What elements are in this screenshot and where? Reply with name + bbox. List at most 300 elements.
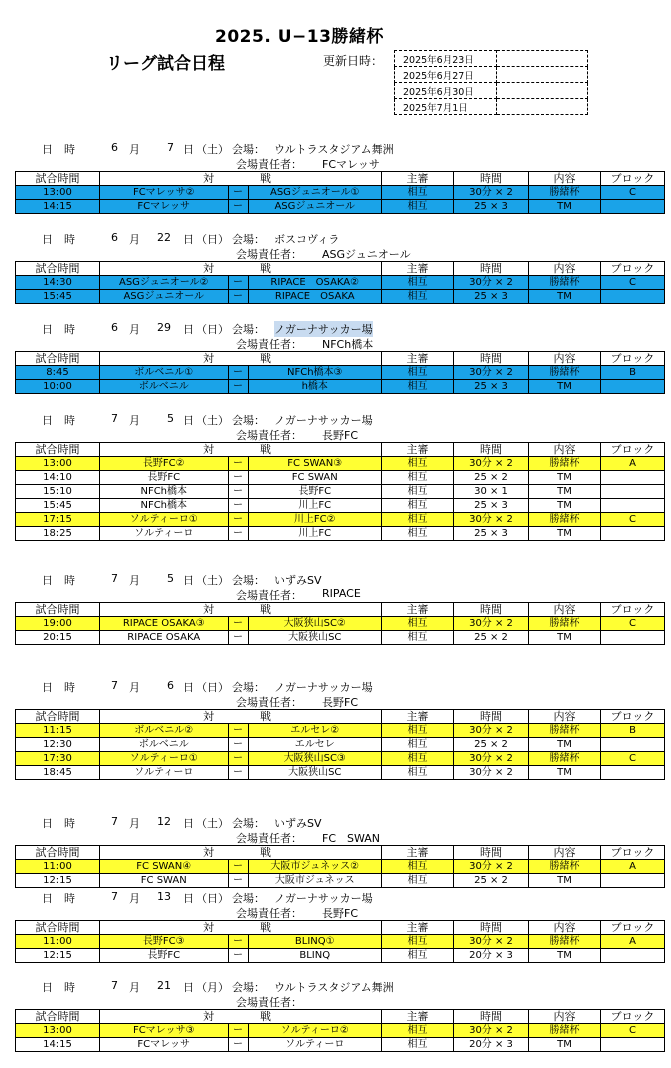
col-content-header: 内容 xyxy=(529,1010,601,1024)
table-row xyxy=(16,499,665,513)
match-duration: 25 × 3 xyxy=(454,527,529,541)
referee: 相互 xyxy=(382,200,454,214)
table-row xyxy=(16,457,665,471)
away-team: 大阪狭山SC xyxy=(248,631,382,645)
schedule-section xyxy=(15,141,655,214)
match-content: 勝緒杯 xyxy=(529,860,601,874)
weekday: （日） xyxy=(196,233,229,246)
day-value: 22 xyxy=(157,231,171,244)
home-team: 長野FC② xyxy=(100,457,229,471)
match-duration: 30分 × 2 xyxy=(454,513,529,527)
block: A xyxy=(601,457,665,471)
month-unit: 月 xyxy=(129,414,140,427)
section-manager-line xyxy=(15,587,632,602)
month-unit: 月 xyxy=(129,143,140,156)
col-match-left-header: 対 xyxy=(100,443,229,457)
venue-label: 会場： xyxy=(232,233,265,246)
block: C xyxy=(601,1024,665,1038)
manager-label: 会場責任者： xyxy=(236,248,302,261)
month-value: 7 xyxy=(111,412,118,425)
versus-separator: ー xyxy=(228,631,248,645)
table-row xyxy=(16,860,665,874)
match-duration: 30分 × 2 xyxy=(454,860,529,874)
versus-separator: ー xyxy=(228,366,248,380)
weekday: （日） xyxy=(196,892,229,905)
update-dates-table xyxy=(394,50,588,115)
col-match-right-header: 戦 xyxy=(248,352,382,366)
schedule-section xyxy=(15,679,655,780)
block xyxy=(601,874,665,888)
match-content: 勝緒杯 xyxy=(529,935,601,949)
venue-name: ノガーナサッカー場 xyxy=(274,414,373,427)
games-table xyxy=(15,171,665,214)
home-team: ソルティーロ① xyxy=(100,513,229,527)
month-value: 7 xyxy=(111,572,118,585)
home-team: FCマレッサ xyxy=(100,200,229,214)
section-manager-line xyxy=(15,830,632,845)
block xyxy=(601,1038,665,1052)
schedule-section xyxy=(15,412,655,541)
weekday: （土） xyxy=(196,574,229,587)
venue-label: 会場： xyxy=(232,414,265,427)
weekday: （土） xyxy=(196,143,229,156)
match-time: 11:00 xyxy=(16,935,100,949)
match-content: TM xyxy=(529,485,601,499)
col-duration-header: 時間 xyxy=(454,443,529,457)
away-team: FC SWAN xyxy=(248,471,382,485)
home-team: ASGジュニオール xyxy=(100,290,229,304)
match-duration: 30分 × 2 xyxy=(454,724,529,738)
col-block-header: ブロック xyxy=(601,846,665,860)
match-content: 勝緒杯 xyxy=(529,513,601,527)
match-duration: 25 × 3 xyxy=(454,290,529,304)
home-team: FCマレッサ② xyxy=(100,186,229,200)
match-content: TM xyxy=(529,471,601,485)
away-team: RIPACE OSAKA② xyxy=(248,276,382,290)
match-duration: 30分 × 2 xyxy=(454,1024,529,1038)
versus-separator: ー xyxy=(228,738,248,752)
month-unit: 月 xyxy=(129,892,140,905)
block: B xyxy=(601,724,665,738)
date-label: 日 時 xyxy=(42,574,75,587)
section-date-line xyxy=(15,412,632,427)
col-referee-header: 主審 xyxy=(382,846,454,860)
col-match-right-header: 戦 xyxy=(248,172,382,186)
col-block-header: ブロック xyxy=(601,710,665,724)
match-content: TM xyxy=(529,1038,601,1052)
section-manager-line xyxy=(15,905,632,920)
match-time: 8:45 xyxy=(16,366,100,380)
date-label: 日 時 xyxy=(42,892,75,905)
match-duration: 25 × 3 xyxy=(454,499,529,513)
col-match-left-header: 対 xyxy=(100,603,229,617)
away-team: 大阪市ジュネッス xyxy=(248,874,382,888)
versus-separator: ー xyxy=(228,276,248,290)
games-table xyxy=(15,442,665,541)
match-time: 15:45 xyxy=(16,499,100,513)
month-value: 7 xyxy=(111,890,118,903)
games-table xyxy=(15,1009,665,1052)
match-duration: 30分 × 2 xyxy=(454,366,529,380)
manager-label: 会場責任者： xyxy=(236,589,302,602)
day-value: 5 xyxy=(167,572,174,585)
manager-label: 会場責任者： xyxy=(236,907,302,920)
month-value: 7 xyxy=(111,679,118,692)
col-referee-header: 主審 xyxy=(382,262,454,276)
col-block-header: ブロック xyxy=(601,172,665,186)
match-content: TM xyxy=(529,949,601,963)
home-team: ボルベニル xyxy=(100,738,229,752)
home-team: ソルティーロ xyxy=(100,527,229,541)
match-duration: 25 × 2 xyxy=(454,471,529,485)
match-duration: 30分 × 2 xyxy=(454,186,529,200)
match-content: TM xyxy=(529,290,601,304)
block xyxy=(601,200,665,214)
update-date: 2025年6月27日 xyxy=(395,67,497,83)
col-match-right-header: 戦 xyxy=(248,1010,382,1024)
section-manager-line xyxy=(15,336,632,351)
col-time-header: 試合時間 xyxy=(16,921,100,935)
col-time-header: 試合時間 xyxy=(16,1010,100,1024)
day-value: 21 xyxy=(157,979,171,992)
table-row xyxy=(16,527,665,541)
col-match-left-header: 対 xyxy=(100,1010,229,1024)
col-content-header: 内容 xyxy=(529,603,601,617)
games-table xyxy=(15,351,665,394)
table-row xyxy=(16,471,665,485)
away-team: 川上FC xyxy=(248,499,382,513)
day-value: 5 xyxy=(167,412,174,425)
col-time-header: 試合時間 xyxy=(16,262,100,276)
referee: 相互 xyxy=(382,499,454,513)
referee: 相互 xyxy=(382,631,454,645)
col-content-header: 内容 xyxy=(529,262,601,276)
away-team: 大阪狭山SC② xyxy=(248,617,382,631)
block: C xyxy=(601,752,665,766)
col-block-header: ブロック xyxy=(601,921,665,935)
manager-name: NFCh橋本 xyxy=(322,338,374,351)
table-row xyxy=(16,949,665,963)
section-date-line xyxy=(15,572,632,587)
col-time-header: 試合時間 xyxy=(16,352,100,366)
day-unit: 日 xyxy=(183,892,194,905)
versus-separator: ー xyxy=(228,290,248,304)
match-content: TM xyxy=(529,527,601,541)
away-team: ソルティーロ xyxy=(248,1038,382,1052)
weekday: （日） xyxy=(196,323,229,336)
day-unit: 日 xyxy=(183,681,194,694)
venue-label: 会場： xyxy=(232,143,265,156)
versus-separator: ー xyxy=(228,499,248,513)
col-match-left-header: 対 xyxy=(100,172,229,186)
col-match-right-header: 戦 xyxy=(248,262,382,276)
referee: 相互 xyxy=(382,366,454,380)
home-team: FC SWAN④ xyxy=(100,860,229,874)
match-content: 勝緒杯 xyxy=(529,366,601,380)
match-time: 13:00 xyxy=(16,457,100,471)
month-unit: 月 xyxy=(129,233,140,246)
match-time: 19:00 xyxy=(16,617,100,631)
day-unit: 日 xyxy=(183,143,194,156)
away-team: 大阪市ジュネッス② xyxy=(248,860,382,874)
match-time: 17:15 xyxy=(16,513,100,527)
col-duration-header: 時間 xyxy=(454,262,529,276)
match-content: TM xyxy=(529,631,601,645)
match-duration: 30分 × 2 xyxy=(454,935,529,949)
table-row xyxy=(16,631,665,645)
games-table xyxy=(15,261,665,304)
page-title: 2025. U−13勝緒杯 xyxy=(215,27,384,47)
match-duration: 25 × 2 xyxy=(454,738,529,752)
month-value: 6 xyxy=(111,141,118,154)
page-subtitle: リーグ試合日程 xyxy=(106,54,225,74)
col-block-header: ブロック xyxy=(601,1010,665,1024)
col-time-header: 試合時間 xyxy=(16,846,100,860)
block xyxy=(601,766,665,780)
versus-separator: ー xyxy=(228,513,248,527)
match-time: 17:30 xyxy=(16,752,100,766)
away-team: BLINQ xyxy=(248,949,382,963)
referee: 相互 xyxy=(382,874,454,888)
versus-separator: ー xyxy=(228,617,248,631)
manager-label: 会場責任者： xyxy=(236,832,302,845)
referee: 相互 xyxy=(382,513,454,527)
versus-separator: ー xyxy=(228,874,248,888)
match-duration: 20分 × 3 xyxy=(454,949,529,963)
home-team: RIPACE OSAKA③ xyxy=(100,617,229,631)
col-time-header: 試合時間 xyxy=(16,172,100,186)
col-referee-header: 主審 xyxy=(382,921,454,935)
table-row xyxy=(16,200,665,214)
day-value: 13 xyxy=(157,890,171,903)
games-header-row xyxy=(16,262,665,276)
home-team: FCマレッサ③ xyxy=(100,1024,229,1038)
match-content: 勝緒杯 xyxy=(529,617,601,631)
away-team: 大阪狭山SC xyxy=(248,766,382,780)
day-value: 6 xyxy=(167,679,174,692)
col-referee-header: 主審 xyxy=(382,710,454,724)
manager-label: 会場責任者： xyxy=(236,429,302,442)
match-duration: 25 × 3 xyxy=(454,200,529,214)
col-block-header: ブロック xyxy=(601,443,665,457)
day-value: 7 xyxy=(167,141,174,154)
manager-label: 会場責任者： xyxy=(236,696,302,709)
referee: 相互 xyxy=(382,935,454,949)
referee: 相互 xyxy=(382,186,454,200)
versus-separator: ー xyxy=(228,724,248,738)
games-table xyxy=(15,920,665,963)
table-row xyxy=(16,276,665,290)
date-label: 日 時 xyxy=(42,817,75,830)
col-block-header: ブロック xyxy=(601,352,665,366)
home-team: 長野FC③ xyxy=(100,935,229,949)
col-content-header: 内容 xyxy=(529,846,601,860)
schedule-section xyxy=(15,321,655,394)
col-content-header: 内容 xyxy=(529,710,601,724)
table-row xyxy=(16,290,665,304)
section-manager-line xyxy=(15,427,632,442)
table-row xyxy=(16,738,665,752)
block: A xyxy=(601,860,665,874)
block: C xyxy=(601,617,665,631)
venue-name: いずみSV xyxy=(274,817,322,830)
venue-label: 会場： xyxy=(232,892,265,905)
match-content: 勝緒杯 xyxy=(529,1024,601,1038)
versus-separator: ー xyxy=(228,186,248,200)
referee: 相互 xyxy=(382,457,454,471)
date-label: 日 時 xyxy=(42,681,75,694)
date-label: 日 時 xyxy=(42,143,75,156)
away-team: 川上FC xyxy=(248,527,382,541)
games-header-row xyxy=(16,352,665,366)
away-team: NFCh橋本③ xyxy=(248,366,382,380)
referee: 相互 xyxy=(382,617,454,631)
venue-name: ノガーナサッカー場 xyxy=(274,892,373,905)
day-value: 29 xyxy=(157,321,171,334)
home-team: ASGジュニオール② xyxy=(100,276,229,290)
games-header-row xyxy=(16,172,665,186)
schedule-section xyxy=(15,979,655,1052)
manager-label: 会場責任者： xyxy=(236,338,302,351)
referee: 相互 xyxy=(382,1024,454,1038)
col-duration-header: 時間 xyxy=(454,710,529,724)
col-time-header: 試合時間 xyxy=(16,603,100,617)
games-header-row xyxy=(16,603,665,617)
referee: 相互 xyxy=(382,738,454,752)
referee: 相互 xyxy=(382,1038,454,1052)
col-match-right-header: 戦 xyxy=(248,921,382,935)
games-header-row xyxy=(16,846,665,860)
home-team: NFCh橋本 xyxy=(100,499,229,513)
col-content-header: 内容 xyxy=(529,443,601,457)
venue-label: 会場： xyxy=(232,817,265,830)
referee: 相互 xyxy=(382,860,454,874)
referee: 相互 xyxy=(382,471,454,485)
games-header-row xyxy=(16,710,665,724)
table-row xyxy=(16,935,665,949)
block xyxy=(601,499,665,513)
versus-separator: ー xyxy=(228,949,248,963)
block: C xyxy=(601,276,665,290)
block xyxy=(601,471,665,485)
games-table xyxy=(15,602,665,645)
match-time: 18:25 xyxy=(16,527,100,541)
weekday: （日） xyxy=(196,681,229,694)
day-unit: 日 xyxy=(183,233,194,246)
update-date: 2025年6月30日 xyxy=(395,83,497,99)
month-value: 7 xyxy=(111,979,118,992)
away-team: 長野FC xyxy=(248,485,382,499)
col-referee-header: 主審 xyxy=(382,352,454,366)
referee: 相互 xyxy=(382,766,454,780)
match-time: 12:15 xyxy=(16,874,100,888)
versus-separator: ー xyxy=(228,752,248,766)
col-match-right-header: 戦 xyxy=(248,443,382,457)
month-unit: 月 xyxy=(129,574,140,587)
versus-separator: ー xyxy=(228,485,248,499)
block xyxy=(601,738,665,752)
referee: 相互 xyxy=(382,949,454,963)
away-team: 大阪狭山SC③ xyxy=(248,752,382,766)
month-unit: 月 xyxy=(129,981,140,994)
away-team: ASGジュニオール① xyxy=(248,186,382,200)
match-content: 勝緒杯 xyxy=(529,186,601,200)
block xyxy=(601,527,665,541)
home-team: ボルベニル① xyxy=(100,366,229,380)
games-table xyxy=(15,709,665,780)
table-row xyxy=(16,724,665,738)
block: C xyxy=(601,186,665,200)
col-block-header: ブロック xyxy=(601,262,665,276)
match-duration: 25 × 2 xyxy=(454,631,529,645)
date-label: 日 時 xyxy=(42,981,75,994)
versus-separator: ー xyxy=(228,935,248,949)
referee: 相互 xyxy=(382,527,454,541)
away-team: エルセレ② xyxy=(248,724,382,738)
manager-label: 会場責任者： xyxy=(236,158,302,171)
referee: 相互 xyxy=(382,276,454,290)
table-row xyxy=(16,617,665,631)
away-team: h橋本 xyxy=(248,380,382,394)
schedule-section xyxy=(15,890,655,963)
table-row xyxy=(16,752,665,766)
match-time: 11:00 xyxy=(16,860,100,874)
block xyxy=(601,949,665,963)
versus-separator: ー xyxy=(228,860,248,874)
away-team: ASGジュニオール xyxy=(248,200,382,214)
match-time: 15:10 xyxy=(16,485,100,499)
table-row xyxy=(16,380,665,394)
col-duration-header: 時間 xyxy=(454,846,529,860)
update-date: 2025年6月23日 xyxy=(395,51,497,67)
section-date-line xyxy=(15,321,632,336)
match-time: 13:00 xyxy=(16,186,100,200)
col-match-right-header: 戦 xyxy=(248,710,382,724)
manager-name: 長野FC xyxy=(322,696,359,709)
home-team: NFCh橋本 xyxy=(100,485,229,499)
versus-separator: ー xyxy=(228,380,248,394)
section-manager-line xyxy=(15,156,632,171)
col-content-header: 内容 xyxy=(529,352,601,366)
match-duration: 30分 × 2 xyxy=(454,276,529,290)
schedule-section xyxy=(15,231,655,304)
col-match-left-header: 対 xyxy=(100,846,229,860)
match-duration: 25 × 2 xyxy=(454,874,529,888)
block: B xyxy=(601,366,665,380)
table-row xyxy=(16,366,665,380)
match-content: 勝緒杯 xyxy=(529,752,601,766)
block xyxy=(601,631,665,645)
away-team: BLINQ① xyxy=(248,935,382,949)
match-duration: 30分 × 2 xyxy=(454,766,529,780)
day-unit: 日 xyxy=(183,414,194,427)
section-date-line xyxy=(15,141,632,156)
home-team: ボルベニル② xyxy=(100,724,229,738)
section-date-line xyxy=(15,231,632,246)
month-value: 7 xyxy=(111,815,118,828)
match-content: TM xyxy=(529,380,601,394)
games-header-row xyxy=(16,1010,665,1024)
col-duration-header: 時間 xyxy=(454,1010,529,1024)
match-duration: 20分 × 3 xyxy=(454,1038,529,1052)
away-team: ソルティーロ② xyxy=(248,1024,382,1038)
day-unit: 日 xyxy=(183,574,194,587)
referee: 相互 xyxy=(382,485,454,499)
section-manager-line xyxy=(15,246,632,261)
venue-name: ノガーナサッカー場 xyxy=(274,681,373,694)
section-date-line xyxy=(15,679,632,694)
venue-name: いずみSV xyxy=(274,574,322,587)
